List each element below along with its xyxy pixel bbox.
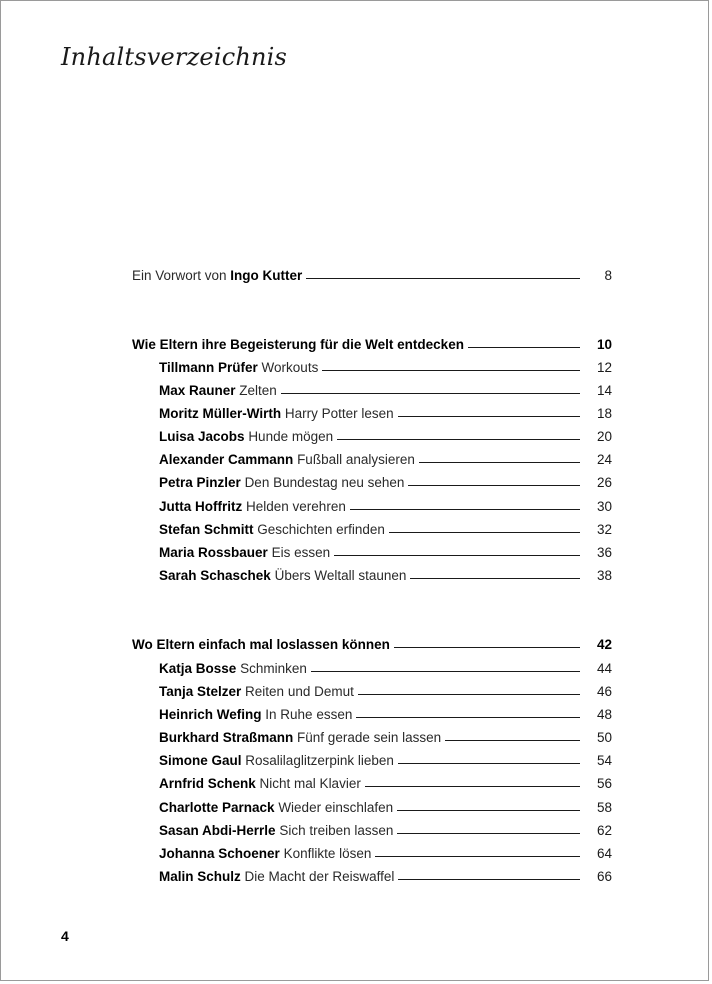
leader-line [389,532,580,533]
entry-author: Malin Schulz [159,869,241,884]
entry-title: Fünf gerade sein lassen [297,730,442,745]
leader-line [398,763,580,764]
leader-line [358,694,580,695]
entry-author: Arnfrid Schenk [159,776,256,791]
entry-title: Eis essen [271,545,331,560]
entry-title: Reiten und Demut [245,684,354,699]
toc-entry [159,517,612,537]
section-title: Wie Eltern ihre Begeisterung für die Welt entdecken [132,337,464,352]
toc-entry [159,864,612,884]
entry-title: Die Macht der Reiswaffel [244,869,395,884]
entry-title: In Ruhe essen [265,707,353,722]
entry-author: Burkhard Straßmann [159,730,294,745]
toc-entry [159,771,612,791]
page-number: 20 [596,429,612,444]
entry-title: Den Bundestag neu sehen [244,475,405,490]
leader-line [397,810,580,811]
toc-foreword [132,263,612,283]
toc-entry [159,540,612,560]
entry-author: Maria Rossbauer [159,545,268,560]
entry-author: Alexander Cammann [159,452,294,467]
entry-title: Konflikte lösen [283,846,372,861]
leader-line [408,485,580,486]
entry-title: Workouts [261,360,319,375]
entry-author: Luisa Jacobs [159,429,245,444]
toc-entry [159,447,612,467]
page-number: 30 [596,499,612,514]
page-number: 8 [604,268,612,283]
toc-entry [159,424,612,444]
page-number: 66 [596,869,612,884]
toc-entry [159,841,612,861]
folio-page-number: 4 [61,928,69,944]
page-number: 58 [596,800,612,815]
foreword-author: Ingo Kutter [230,268,303,283]
page-number: 26 [596,475,612,490]
leader-line [306,278,580,279]
page-number: 56 [596,776,612,791]
entry-title: Schminken [240,661,307,676]
page-number: 44 [596,661,612,676]
leader-line [468,347,580,348]
entry-title: Harry Potter lesen [284,406,394,421]
entry-title: Nicht mal Klavier [259,776,361,791]
entry-author: Stefan Schmitt [159,522,254,537]
page-number: 10 [596,337,612,352]
toc-entry [159,795,612,815]
page-number: 64 [596,846,612,861]
toc-section-heading [132,332,612,352]
entry-author: Petra Pinzler [159,475,241,490]
leader-line [445,740,580,741]
leader-line [337,439,580,440]
page-number: 46 [596,684,612,699]
entry-author: Tillmann Prüfer [159,360,258,375]
toc-entry [159,748,612,768]
entry-title: Helden verehren [246,499,346,514]
entry-author: Sarah Schaschek [159,568,271,583]
page-number: 14 [596,383,612,398]
toc-entry [159,725,612,745]
leader-line [397,833,580,834]
toc-entry [159,679,612,699]
entry-title: Zelten [239,383,277,398]
entry-title: Sich treiben lassen [279,823,394,838]
entry-author: Jutta Hoffritz [159,499,243,514]
entry-author: Moritz Müller-Wirth [159,406,282,421]
leader-line [419,462,580,463]
leader-line [334,555,580,556]
leader-line [350,509,580,510]
toc-section-heading [132,632,612,652]
entry-author: Max Rauner [159,383,236,398]
page-number: 62 [596,823,612,838]
page-number: 18 [596,406,612,421]
entry-author: Simone Gaul [159,753,242,768]
leader-line [410,578,580,579]
page-number: 50 [596,730,612,745]
entry-title: Hunde mögen [248,429,334,444]
entry-author: Sasan Abdi-Herrle [159,823,276,838]
page-number: 36 [596,545,612,560]
page-number: 48 [596,707,612,722]
toc-entry [159,401,612,421]
entry-title: Geschichten erfinden [257,522,385,537]
entry-author: Heinrich Wefing [159,707,262,722]
page-number: 24 [596,452,612,467]
section-title: Wo Eltern einfach mal loslassen können [132,637,390,652]
entry-author: Charlotte Parnack [159,800,275,815]
entry-author: Johanna Schoener [159,846,280,861]
toc-entry [159,355,612,375]
toc-entry [159,702,612,722]
toc-entry [159,818,612,838]
page-number: 54 [596,753,612,768]
leader-line [365,786,580,787]
toc-entry [159,378,612,398]
leader-line [398,879,580,880]
leader-line [311,671,580,672]
entry-title: Rosalilaglitzerpink lieben [245,753,394,768]
entry-author: Tanja Stelzer [159,684,242,699]
foreword-text: Ein Vorwort von [132,268,231,283]
toc-entry [159,470,612,490]
leader-line [394,647,580,648]
entry-title: Übers Weltall staunen [274,568,407,583]
leader-line [375,856,580,857]
page-number: 32 [596,522,612,537]
leader-line [322,370,580,371]
entry-title: Fußball analysieren [297,452,415,467]
toc-entry [159,494,612,514]
page-number: 42 [596,637,612,652]
entry-title: Wieder einschlafen [278,800,394,815]
page-title: Inhaltsverzeichnis [61,43,288,71]
page-number: 38 [596,568,612,583]
leader-line [356,717,580,718]
page-number: 12 [596,360,612,375]
leader-line [398,416,580,417]
leader-line [281,393,580,394]
toc-entry [159,656,612,676]
toc-entry [159,563,612,583]
entry-author: Katja Bosse [159,661,237,676]
